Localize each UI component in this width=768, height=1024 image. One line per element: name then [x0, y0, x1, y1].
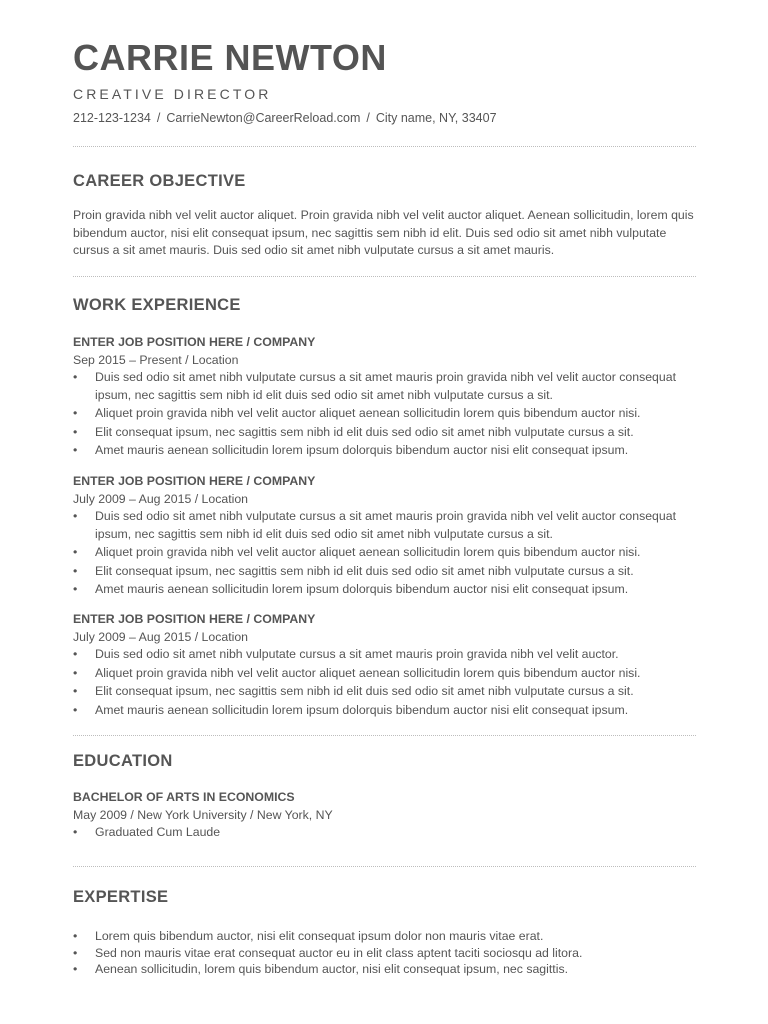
list-item — [73, 683, 696, 701]
divider — [73, 735, 696, 736]
bullet-icon: • — [73, 563, 78, 578]
contact-phone: 212-123-1234 — [73, 111, 151, 125]
list-item — [73, 424, 696, 442]
candidate-name: CARRIE NEWTON — [73, 37, 387, 78]
divider — [73, 866, 696, 867]
list-item-text: Amet mauris aenean sollicitudin lorem ipsum dolorquis bibendum auctor nisi elit consequat ipsum. — [95, 443, 629, 457]
job-bullets — [73, 646, 696, 719]
job-meta: July 2009 – Aug 2015 / Location — [73, 491, 249, 506]
list-item-text: Aliquet proin gravida nibh vel velit auctor aliquet aenean sollicitudin lorem quis bibendum auctor nisi. — [95, 406, 641, 420]
section-heading-expertise: EXPERTISE — [73, 888, 169, 906]
bullet-icon: • — [73, 825, 78, 839]
list-item-text: Elit consequat ipsum, nec sagittis sem nibh id elit duis sed odio sit amet nibh vulputate cursus a sit. — [95, 424, 634, 439]
job-meta: Sep 2015 – Present / Location — [73, 352, 239, 367]
bullet-icon: • — [73, 406, 78, 420]
contact-location: City name, NY, 33407 — [375, 111, 497, 125]
job-title: ENTER JOB POSITION HERE / COMPANY — [73, 612, 316, 626]
section-heading-education: EDUCATION — [73, 752, 173, 770]
job-entry — [73, 334, 696, 461]
list-item-text: Lorem quis bibendum auctor, nisi elit consequat ipsum dolor non mauris vitae erat. — [95, 929, 544, 943]
job-meta: July 2009 – Aug 2015 / Location — [73, 629, 249, 644]
list-item — [73, 508, 696, 543]
list-item — [73, 928, 696, 945]
job-bullets — [73, 369, 696, 460]
bullet-icon: • — [73, 962, 78, 976]
bullet-icon: • — [73, 582, 78, 596]
list-item — [73, 961, 696, 978]
bullet-icon: • — [73, 647, 78, 661]
job-entry — [73, 473, 696, 600]
bullet-icon: • — [73, 424, 78, 439]
bullet-icon: • — [73, 509, 78, 523]
list-item-text: Duis sed odio sit amet nibh vulputate cursus a sit amet mauris proin gravida nibh vel velit auctor. — [95, 647, 619, 661]
divider — [73, 146, 696, 147]
contact-line — [73, 111, 497, 126]
list-item-text: Duis sed odio sit amet nibh vulputate cursus a sit amet mauris proin gravida nibh vel velit auctor consequat ipsum, nec sagittis sem nibh id elit duis sed odio sit amet nibh vulputate cursus a sit. — [95, 370, 676, 402]
list-item — [73, 646, 696, 664]
education-meta: May 2009 / New York University / New York, NY — [73, 807, 333, 822]
degree-title: BACHELOR OF ARTS IN ECONOMICS — [73, 790, 295, 804]
list-item-text: Aliquet proin gravida nibh vel velit auctor aliquet aenean sollicitudin lorem quis bibendum auctor nisi. — [95, 665, 641, 680]
contact-separator: / — [366, 111, 370, 125]
list-item-text: Sed non mauris vitae erat consequat auctor eu in elit class aptent taciti sociosqu ad litora. — [95, 945, 583, 960]
list-item — [73, 581, 696, 599]
list-item-text: Elit consequat ipsum, nec sagittis sem nibh id elit duis sed odio sit amet nibh vulputate cursus a sit. — [95, 684, 634, 698]
expertise-list — [73, 928, 696, 978]
list-item — [73, 369, 696, 404]
list-item-text: Amet mauris aenean sollicitudin lorem ipsum dolorquis bibendum auctor nisi elit consequat ipsum. — [95, 582, 629, 596]
education-bullets — [73, 824, 696, 842]
list-item-text: Elit consequat ipsum, nec sagittis sem nibh id elit duis sed odio sit amet nibh vulputate cursus a sit. — [95, 563, 634, 578]
bullet-icon: • — [73, 665, 78, 680]
list-item-text: Aenean sollicitudin, lorem quis bibendum auctor, nisi elit consequat ipsum, nec sagittis. — [95, 962, 569, 976]
bullet-icon: • — [73, 684, 78, 698]
job-bullets — [73, 508, 696, 599]
list-item-text: Amet mauris aenean sollicitudin lorem ipsum dolorquis bibendum auctor nisi elit consequat ipsum. — [95, 702, 629, 717]
bullet-icon: • — [73, 702, 78, 717]
job-title: ENTER JOB POSITION HERE / COMPANY — [73, 335, 316, 349]
job-entry — [73, 611, 696, 720]
candidate-title: CREATIVE DIRECTOR — [73, 86, 272, 102]
list-item — [73, 702, 696, 720]
bullet-icon: • — [73, 945, 78, 960]
list-item — [73, 945, 696, 962]
objective-text: Proin gravida nibh vel velit auctor aliquet. Proin gravida nibh vel velit auctor aliquet. Aenean sollicitudin, lorem quis bibendum auctor, nisi elit consequat ipsum, nec sagittis sem nibh id elit. Duis sed odio sit amet nibh vulputate cursus a sit amet mauris. Duis sed odio sit amet nibh vulputate cursus a sit amet mauris. — [73, 208, 694, 257]
list-item — [73, 544, 696, 562]
bullet-icon: • — [73, 929, 78, 943]
section-heading-work: WORK EXPERIENCE — [73, 296, 241, 314]
education-entry — [73, 789, 696, 843]
contact-email: CarrieNewton@CareerReload.com — [166, 111, 361, 125]
list-item-text: Graduated Cum Laude — [95, 825, 221, 839]
section-heading-objective: CAREER OBJECTIVE — [73, 172, 246, 190]
bullet-icon: • — [73, 443, 78, 457]
contact-separator: / — [156, 111, 161, 125]
bullet-icon: • — [73, 370, 78, 384]
list-item — [73, 824, 696, 842]
list-item — [73, 442, 696, 460]
bullet-icon: • — [73, 545, 78, 559]
list-item — [73, 665, 696, 683]
divider — [73, 276, 696, 277]
job-title: ENTER JOB POSITION HERE / COMPANY — [73, 474, 316, 488]
list-item — [73, 405, 696, 423]
list-item-text: Aliquet proin gravida nibh vel velit auctor aliquet aenean sollicitudin lorem quis bibendum auctor nisi. — [95, 545, 641, 559]
list-item-text: Duis sed odio sit amet nibh vulputate cursus a sit amet mauris proin gravida nibh vel velit auctor consequat ipsum, nec sagittis sem nibh id elit duis sed odio sit amet nibh vulputate cursus a sit. — [95, 509, 676, 541]
list-item — [73, 563, 696, 581]
